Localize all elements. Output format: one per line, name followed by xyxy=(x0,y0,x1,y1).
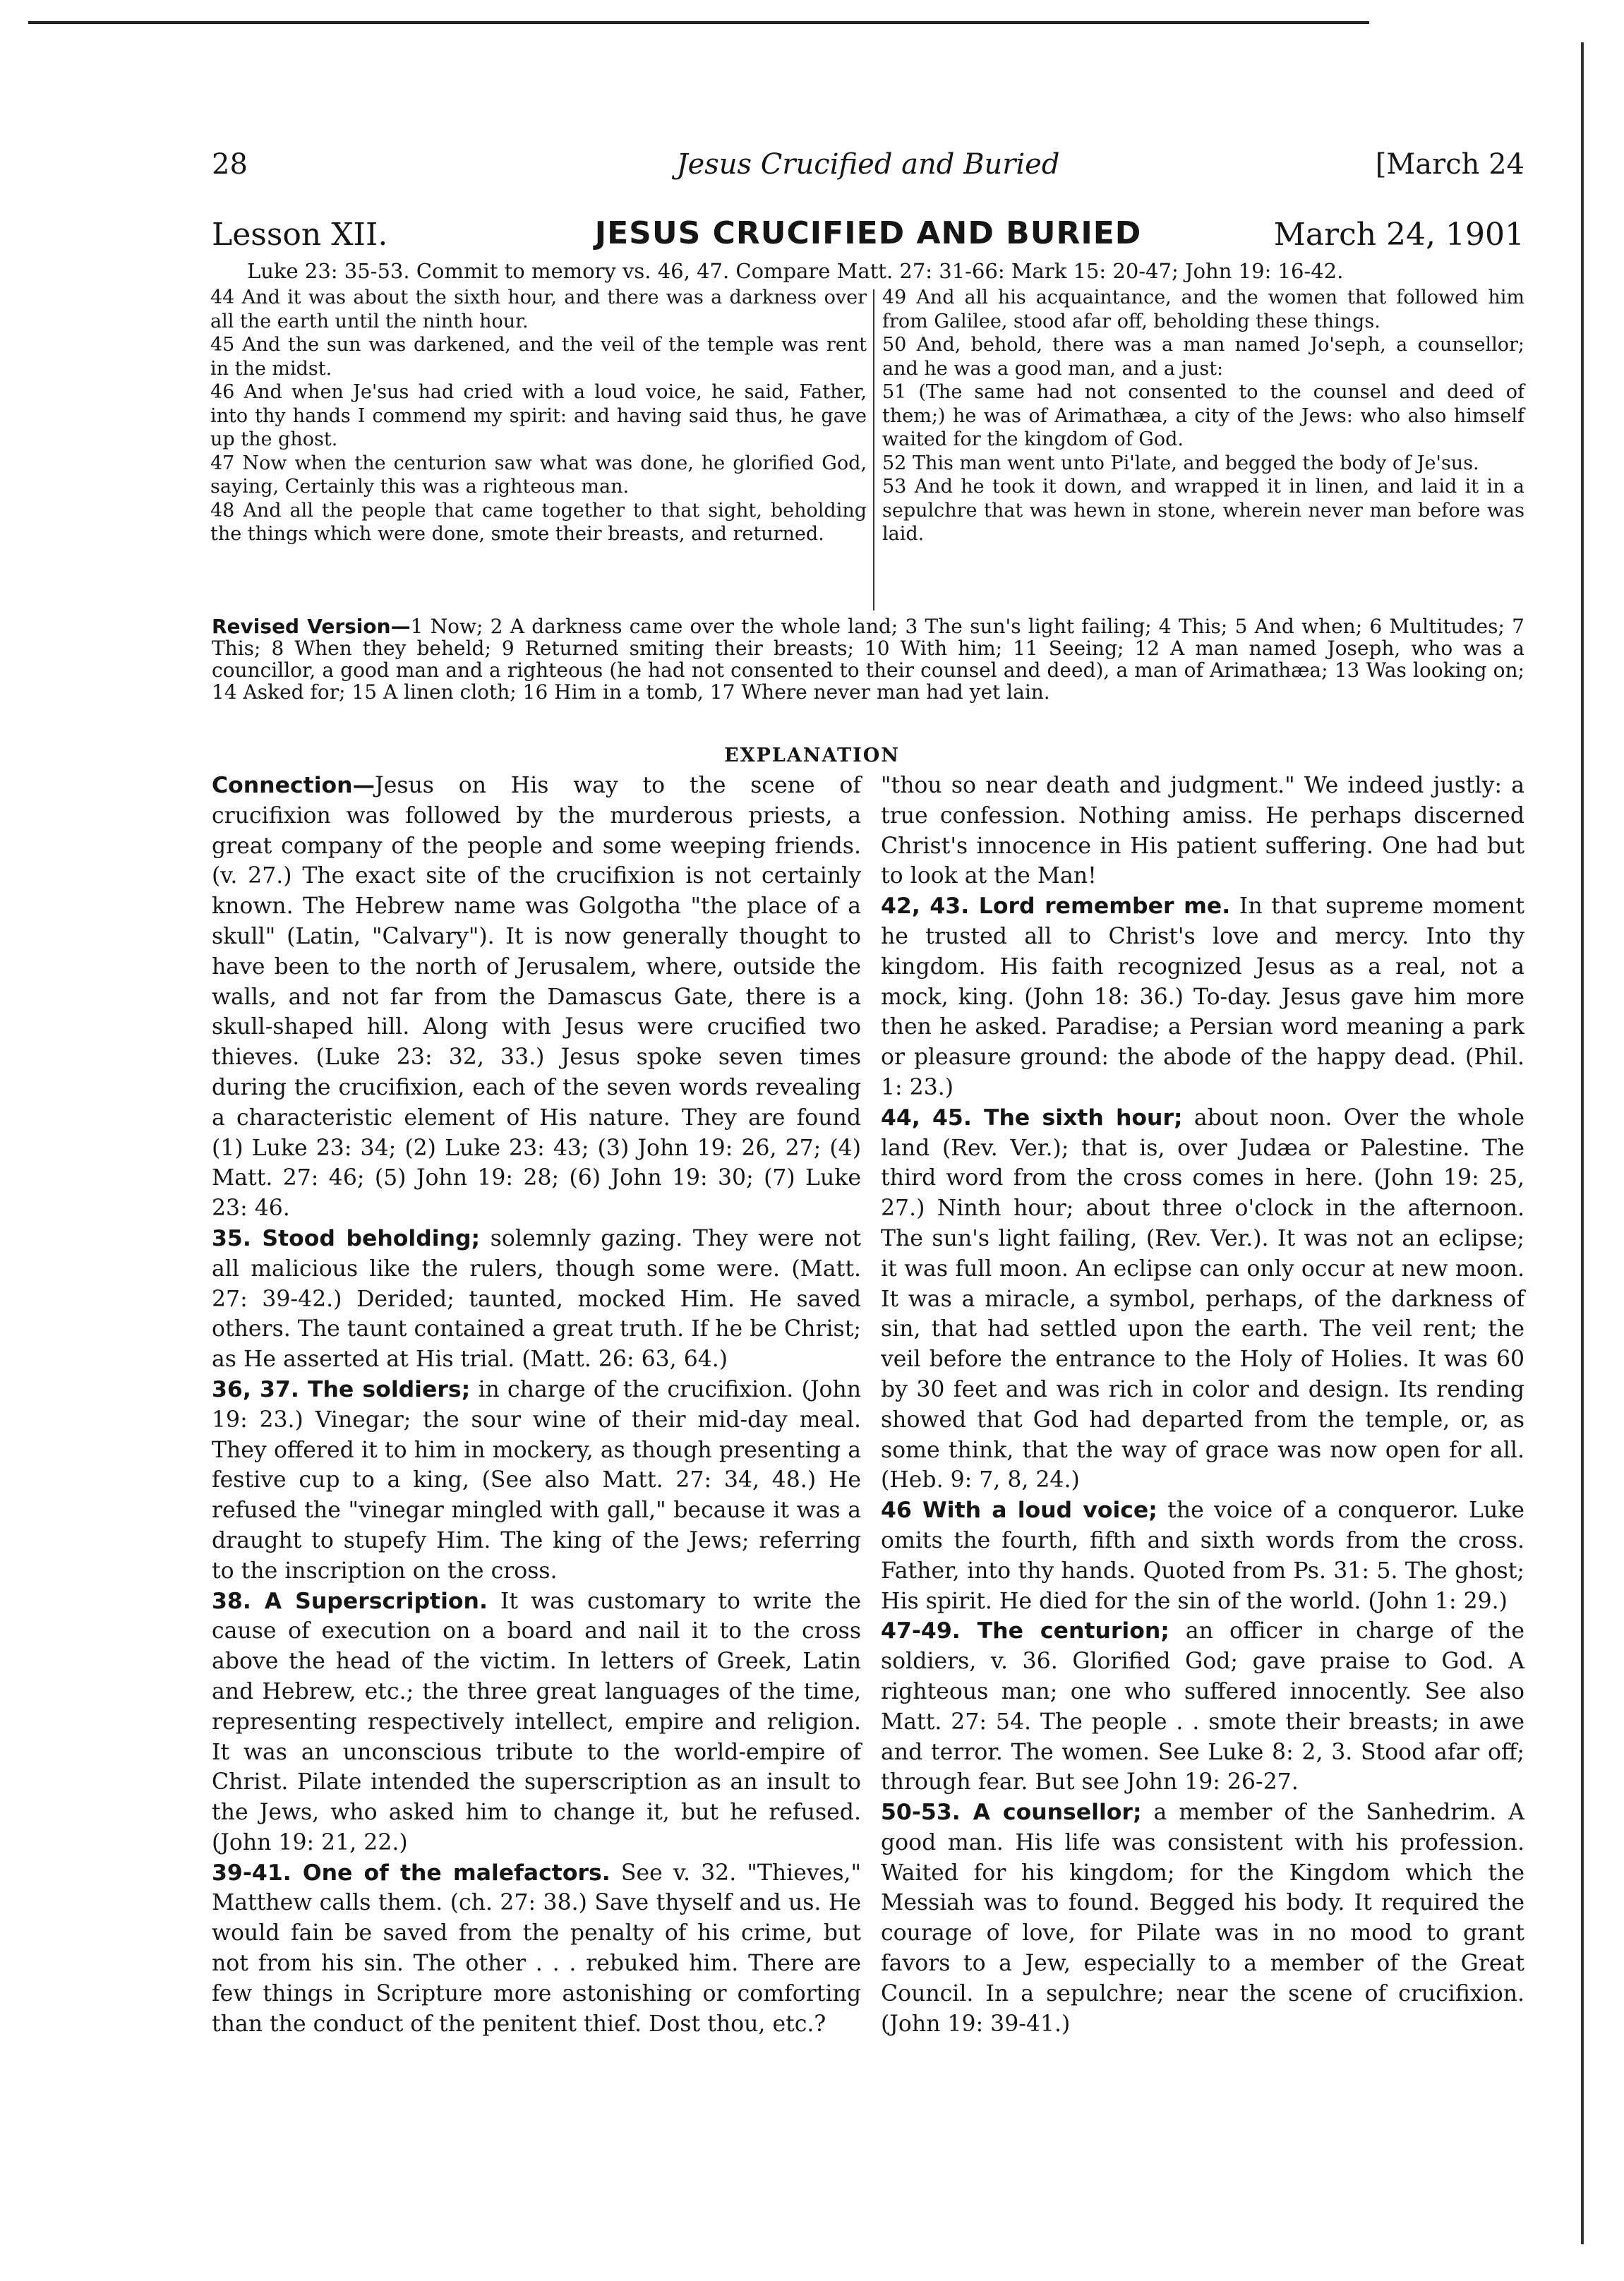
paragraph-lead: 44, 45. The sixth hour; xyxy=(881,1105,1183,1131)
paragraph-text: It was customary to write the cause of execution on a board and nail it to the cross above the head of the victim. In letters of Greek, Latin and Hebrew, etc.; the three great languages of the time, representing respectively intellect, empire and religion. It was an unconscious tribute to the world-empire of Christ. Pilate intended the superscription as an insult to the Jews, who asked him to change it, but he refused. (John 19: 21, 22.) xyxy=(212,1588,861,1855)
explanation-paragraph xyxy=(881,1103,1524,1495)
explanation-paragraph xyxy=(881,1495,1524,1616)
paragraph-text: an officer in charge of the soldiers, v. 36. Glorified God; gave praise to God. A righteous man; one who suffered innocently. See also Matt. 27: 54. The people . . smote their breasts; in awe and terror. The women. See Luke 8: 2, 3. Stood afar off; through fear. But see John 19: 26-27. xyxy=(881,1618,1524,1795)
running-title: Jesus Crucified and Buried xyxy=(676,148,1060,181)
revised-version-label: Revised Version— xyxy=(212,615,411,638)
lesson-date: March 24, 1901 xyxy=(1273,217,1524,253)
paragraph-lead: 35. Stood beholding; xyxy=(212,1225,481,1251)
paragraph-lead: 36, 37. The soldiers; xyxy=(212,1376,471,1402)
paragraph-lead: 46 With a loud voice; xyxy=(881,1498,1157,1524)
verse-46: 46 And when Je'sus had cried with a loud voice, he said, Father, into thy hands I commend my spirit: and having said thus, he gave up the ghost. xyxy=(210,381,867,450)
verse-50: 50 And, behold, there was a man named Jo'seph, a counsellor; and he was a good man, and a just: xyxy=(882,334,1524,380)
paragraph-lead: 50-53. A counsellor; xyxy=(881,1800,1142,1826)
verse-48: 48 And all the people that came together to that sight, beholding the things which were done, smote their breasts, and returned. xyxy=(210,499,867,545)
verse-45: 45 And the sun was darkened, and the veil of the temple was rent in the midst. xyxy=(210,334,867,380)
lesson-title-row xyxy=(212,215,1524,258)
page-number: 28 xyxy=(212,148,248,181)
verse-47: 47 Now when the centurion saw what was done, he glorified God, saying, Certainly this was a righteous man. xyxy=(210,452,867,498)
paragraph-text: In that supreme moment he trusted all to Christ's love and mercy. Into thy kingdom. His faith recognized Jesus as a real, not a mock, king. (John 18: 36.) To-day. Jesus gave him more then he asked. Paradise; a Persian word meaning a park or pleasure ground: the abode of the happy dead. (Phil. 1: 23.) xyxy=(881,893,1524,1100)
side-rule xyxy=(1581,42,1584,2244)
header-date: [March 24 xyxy=(1375,148,1524,181)
lesson-label: Lesson XII. xyxy=(212,217,388,253)
explanation-paragraph xyxy=(881,1798,1524,2039)
explanation-paragraph xyxy=(881,1616,1524,1798)
revised-version-text: 1 Now; 2 A darkness came over the whole land; 3 The sun's light failing; 4 This; 5 And when; 6 Multitudes; 7 This; 8 When they beheld; 9 Returned smiting their breasts; 10 With him; 11 Seeing; 12 A man named Joseph, who was a councillor, a good man and a righteous (he had not consented to their counsel and deed), a man of Arimathæa; 13 Was looking on; 14 Asked for; 15 A linen cloth; 16 Him in a tomb, 17 Where never man had yet lain. xyxy=(212,615,1524,704)
top-rule xyxy=(28,21,1369,24)
verses-left xyxy=(210,286,867,546)
verses-right xyxy=(882,286,1524,546)
revised-version xyxy=(212,615,1524,703)
explanation-paragraph xyxy=(212,1375,861,1587)
explanation-paragraph xyxy=(212,771,861,1224)
explanation-paragraph xyxy=(881,891,1524,1103)
verse-49: 49 And all his acquaintance, and the women that followed him from Galilee, stood afar off, beholding these things. xyxy=(882,287,1524,332)
paragraph-text: "thou so near death and judgment." We indeed justly: a true confession. Nothing amiss. He perhaps discerned Christ's innocence in His patient suffering. One had but to look at the Man! xyxy=(881,773,1524,889)
paragraph-text: the voice of a conqueror. Luke omits the fourth, fifth and sixth words from the cross. Father, into thy hands. Quoted from Ps. 31: 5. The ghost; His spirit. He died for the sin of the world. (John 1: 29.) xyxy=(881,1498,1524,1614)
verse-44: 44 And it was about the sixth hour, and there was a darkness over all the earth until the ninth hour. xyxy=(210,287,867,332)
paragraph-text: Jesus on His way to the scene of crucifixion was followed by the murderous priests, a great company of the people and some weeping friends. (v. 27.) The exact site of the crucifixion is not certainly known. The Hebrew name was Golgotha "the place of a skull" (Latin, "Calvary"). It is now generally thought to have been to the north of Jerusalem, where, outside the walls, and not far from the Damascus Gate, there is a skull-shaped hill. Along with Jesus were crucified two thieves. (Luke 23: 32, 33.) Jesus spoke seven times during the crucifixion, each of the seven words revealing a characteristic element of His nature. They are found (1) Luke 23: 34; (2) Luke 23: 43; (3) John 19: 26, 27; (4) Matt. 27: 46; (5) John 19: 28; (6) John 19: 30; (7) Luke 23: 46. xyxy=(212,773,861,1222)
paragraph-lead: 47-49. The centurion; xyxy=(881,1618,1169,1644)
explanation-paragraph xyxy=(212,1587,861,1858)
explanation-heading: EXPLANATION xyxy=(724,745,900,766)
paragraph-lead: 39-41. One of the malefactors. xyxy=(212,1860,610,1886)
verse-52: 52 This man went unto Pi'late, and begged the body of Je'sus. xyxy=(882,452,1479,474)
paragraph-text: solemnly gazing. They were not all malicious like the rulers, though some were. (Matt. 27: 39-42.) Derided; taunted, mocked Him. He saved others. The taunt contained a great truth. If he be Christ; as He asserted at His trial. (Matt. 26: 63, 64.) xyxy=(212,1225,861,1373)
paragraph-lead: 38. A Superscription. xyxy=(212,1588,488,1614)
column-divider xyxy=(873,289,874,610)
explanation-left-column xyxy=(212,771,861,2039)
paragraph-text: a member of the Sanhedrim. A good man. His life was consistent with his profession. Waited for his kingdom; for the Kingdom which the Messiah was to found. Begged his body. It required the courage of love, for Pilate was in no mood to grant favors to a Jew, especially to a member of the Great Council. In a sepulchre; near the scene of crucifixion. (John 19: 39-41.) xyxy=(881,1800,1524,2037)
verse-51: 51 (The same had not consented to the counsel and deed of them;) he was of Arimathæa, a city of the Jews: who also himself waited for the kingdom of God. xyxy=(882,381,1524,450)
explanation-paragraph xyxy=(881,771,1524,891)
paragraph-text: in charge of the crucifixion. (John 19: 23.) Vinegar; the sour wine of their mid-day meal. They offered it to him in mockery, as though presenting a festive cup to a king, (See also Matt. 27: 34, 48.) He refused the "vinegar mingled with gall," because it was a draught to stupefy Him. The king of the Jews; referring to the inscription on the cross. xyxy=(212,1376,862,1584)
paragraph-text: about noon. Over the whole land (Rev. Ver.); that is, over Judæa or Palestine. The third word from the cross comes in here. (John 19: 25, 27.) Ninth hour; about three o'clock in the afternoon. The sun's light failing, (Rev. Ver.). It was not an eclipse; it was full moon. An eclipse can only occur at new moon. It was a miracle, a symbol, perhaps, of the darkness of sin, that had settled upon the earth. The veil rent; the veil before the entrance to the Holy of Holies. It was 60 by 30 feet and was rich in color and design. Its rending showed that God had departed from the temple, or, as some think, that the way of grace was now open for all. (Heb. 9: 7, 8, 24.) xyxy=(881,1105,1524,1493)
explanation-paragraph xyxy=(212,1224,861,1375)
paragraph-text: See v. 32. "Thieves," Matthew calls them. (ch. 27: 38.) Save thyself and us. He would fain be saved from the penalty of his crime, but not from his sin. The other . . . rebuked him. There are few things in Scripture more astonishing or comforting than the conduct of the penitent thief. Dost thou, etc.? xyxy=(212,1860,861,2037)
paragraph-lead: Connection— xyxy=(212,773,375,798)
explanation-paragraph xyxy=(212,1858,861,2040)
paragraph-lead: 42, 43. Lord remember me. xyxy=(881,893,1231,920)
verse-53: 53 And he took it down, and wrapped it in linen, and laid it in a sepulchre that was hewn in stone, wherein never man before was laid. xyxy=(882,476,1524,545)
lesson-title: JESUS CRUCIFIED AND BURIED xyxy=(594,215,1142,251)
scripture-reference: Luke 23: 35-53. Commit to memory vs. 46, 47. Compare Matt. 27: 31-66: Mark 15: 20-47; John 19: 16-42. xyxy=(247,259,1344,283)
page-header xyxy=(212,148,1524,191)
explanation-right-column xyxy=(881,771,1524,2039)
